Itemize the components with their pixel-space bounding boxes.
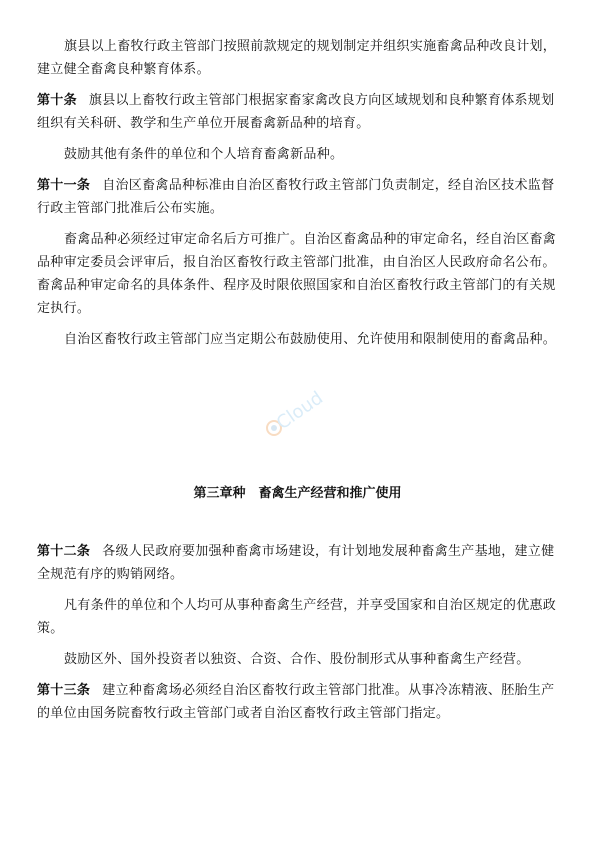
watermark-text: Cloud [272, 388, 327, 435]
paragraph-preferential [37, 594, 559, 640]
text-block-upper [37, 35, 559, 351]
paragraph-publish [37, 328, 559, 351]
chapter-title [0, 482, 595, 501]
paragraph-encourage-text: 鼓励其他有条件的单位和个人培育畜禽新品种。 [64, 147, 344, 162]
paragraph-naming-text: 畜禽品种必须经过审定命名后方可推广。自治区畜禽品种的审定命名，经自治区畜禽品种审定委员会评审后，报自治区畜牧行政主管部门批准，由自治区人民政府命名公布。畜禽品种审定命名的具体条件、程序及时限依照国家和自治区畜牧行政主管部门的有关规定执行。 [37, 232, 557, 316]
paragraph-publish-text: 自治区畜牧行政主管部门应当定期公布鼓励使用、允许使用和限制使用的畜禽品种。 [64, 332, 557, 347]
paragraph-investors [37, 648, 559, 671]
article-12-label: 第十二条 [37, 544, 91, 559]
paragraph-plan-text: 旗县以上畜牧行政主管部门按照前款规定的规划制定并组织实施畜禽品种改良计划，建立健全畜禽良种繁育体系。 [37, 39, 557, 77]
article-12-text: 各级人民政府要加强种畜禽市场建设，有计划地发展种畜禽生产基地，建立健全规范有序的购销网络。 [37, 544, 555, 582]
article-11-text: 自治区畜禽品种标准由自治区畜牧行政主管部门负责制定，经自治区技术监督行政主管部门批准后公布实施。 [37, 178, 555, 216]
text-block-lower [37, 540, 559, 725]
article-10 [37, 89, 559, 135]
paragraph-encourage [37, 143, 559, 166]
paragraph-naming [37, 228, 559, 320]
chapter-title-text: 第三章种 畜禽生产经营和推广使用 [193, 486, 402, 501]
article-12 [37, 540, 559, 586]
watermark-logo [262, 388, 352, 448]
paragraph-investors-text: 鼓励区外、国外投资者以独资、合资、合作、股份制形式从事种畜禽生产经营。 [64, 652, 530, 667]
article-10-label: 第十条 [37, 93, 77, 108]
paragraph-plan [37, 35, 559, 81]
article-11 [37, 174, 559, 220]
article-10-text: 旗县以上畜牧行政主管部门根据家畜家禽改良方向区域规划和良种繁育体系规划组织有关科研、教学和生产单位开展畜禽新品种的培育。 [37, 93, 555, 131]
article-13-text: 建立种畜禽场必须经自治区畜牧行政主管部门批准。从事冷冻精液、胚胎生产的单位由国务院畜牧行政主管部门或者自治区畜牧行政主管部门指定。 [37, 683, 555, 721]
article-13 [37, 679, 559, 725]
watermark-graphic [262, 388, 352, 448]
article-11-label: 第十一条 [37, 178, 91, 193]
article-13-label: 第十三条 [37, 683, 91, 698]
paragraph-preferential-text: 凡有条件的单位和个人均可从事种畜禽生产经营，并享受国家和自治区规定的优惠政策。 [37, 598, 557, 636]
